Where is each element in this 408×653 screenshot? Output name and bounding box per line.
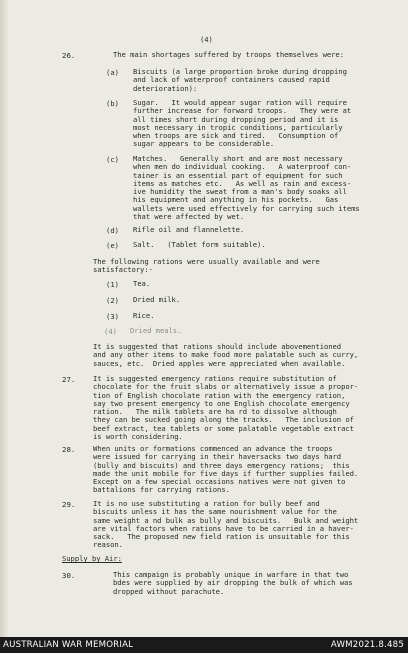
ration-1-text: Tea. xyxy=(133,279,151,288)
item-c-label: (c) xyxy=(106,155,119,164)
footer-institution: AUSTRALIAN WAR MEMORIAL xyxy=(3,640,134,650)
ration-2-text: Dried milk. xyxy=(133,295,181,304)
item-e-text: Salt. (Tablet form suitable). xyxy=(133,240,266,249)
para-26-closing: It is suggested that rations should include abovementioned and any other items to make food more palatable such as curry, sauces, etc. Dried apples were appreciated when available. xyxy=(93,342,359,368)
para-27-number: 27. xyxy=(62,375,76,384)
para-28-text: When units or formations commenced an advance the troops were issued for carrying in their haversacks two days hard (bully and biscuits) and three days emergency rations; this made the unit mobile for five days if further supplies failed. Except on a few special occasions natives were not given to battalions for carrying rations. xyxy=(93,444,359,495)
para-27-text: It is suggested emergency rations require substitution of chocolate for the fruit slabs or alternatively issue a propor- tion of English chocolate ration with the emergency ration, say two present emergency to one English chocolate emergency ration. The milk tablets are ha rd to dissolve although they can be sucked going along the tracks. The inclusion of beef extract, tea tablets or some palatable vegetable extract is worth considering. xyxy=(93,374,359,442)
item-c-text: Matches. Generally short and are most necessary when men do individual cooking. A waterproof con- tainer is an essential part of equipment for such items as matches etc. As well as rain and excess- ive humidity the sweat from a man's body soaks all his equipment and anything in his pockets. Gas wallets were used effectively for carrying such items that were affected by wet. xyxy=(133,154,360,222)
para-29-text: It is no use substituting a ration for bully beef and biscuits unless it has the same nourishment value for the same weight a nd bulk as bully and biscuits. Bulk and weight are vital factors when rations have to be carried in a haver- sack. The proposed new field ration is unsuitable for this reason. xyxy=(93,499,359,550)
ration-3-text: Rice. xyxy=(133,311,155,320)
para-30-number: 30. xyxy=(62,571,76,580)
para-29-number: 29. xyxy=(62,500,76,509)
para-28-number: 28. xyxy=(62,445,76,454)
ration-1-label: (1) xyxy=(106,280,119,289)
item-a-text: Biscuits (a large proportion broke during dropping and lack of waterproof containers caused rapid deterioration): xyxy=(133,67,347,93)
item-d-text: Rifle oil and flannelette. xyxy=(133,225,245,234)
para-30-text: This campaign is probably unique in warfare in that two bdes were supplied by air dropping the bulk of which was dropped without parachute. xyxy=(113,570,353,596)
item-d-label: (d) xyxy=(106,226,119,235)
para-26-intro: The main shortages suffered by troops themselves were: xyxy=(113,50,344,59)
ration-4-label: (4) xyxy=(104,327,117,336)
ration-4-text: Dried meals. xyxy=(130,326,182,335)
archive-footer-bar xyxy=(0,637,408,653)
item-b-label: (b) xyxy=(106,99,119,108)
footer-reference: AWM2021.8.485 xyxy=(330,640,404,650)
item-b-text: Sugar. It would appear sugar ration will require further increase for forward troops. They were at all times short during dropping period and it is most necessary in tropic conditions, particularly when troops are sick and tired. Consumption of sugar appears to be considerable. xyxy=(133,98,352,149)
ration-3-label: (3) xyxy=(106,312,119,321)
item-a-label: (a) xyxy=(106,68,119,77)
satisfactory-intro: The following rations were usually available and were satisfactory:- xyxy=(93,257,320,275)
item-e-label: (e) xyxy=(106,241,119,250)
page-number: (4) xyxy=(200,35,213,44)
para-26-number: 26. xyxy=(62,51,76,60)
ration-2-label: (2) xyxy=(106,296,119,305)
supply-by-air-heading: Supply by Air: xyxy=(62,554,122,563)
